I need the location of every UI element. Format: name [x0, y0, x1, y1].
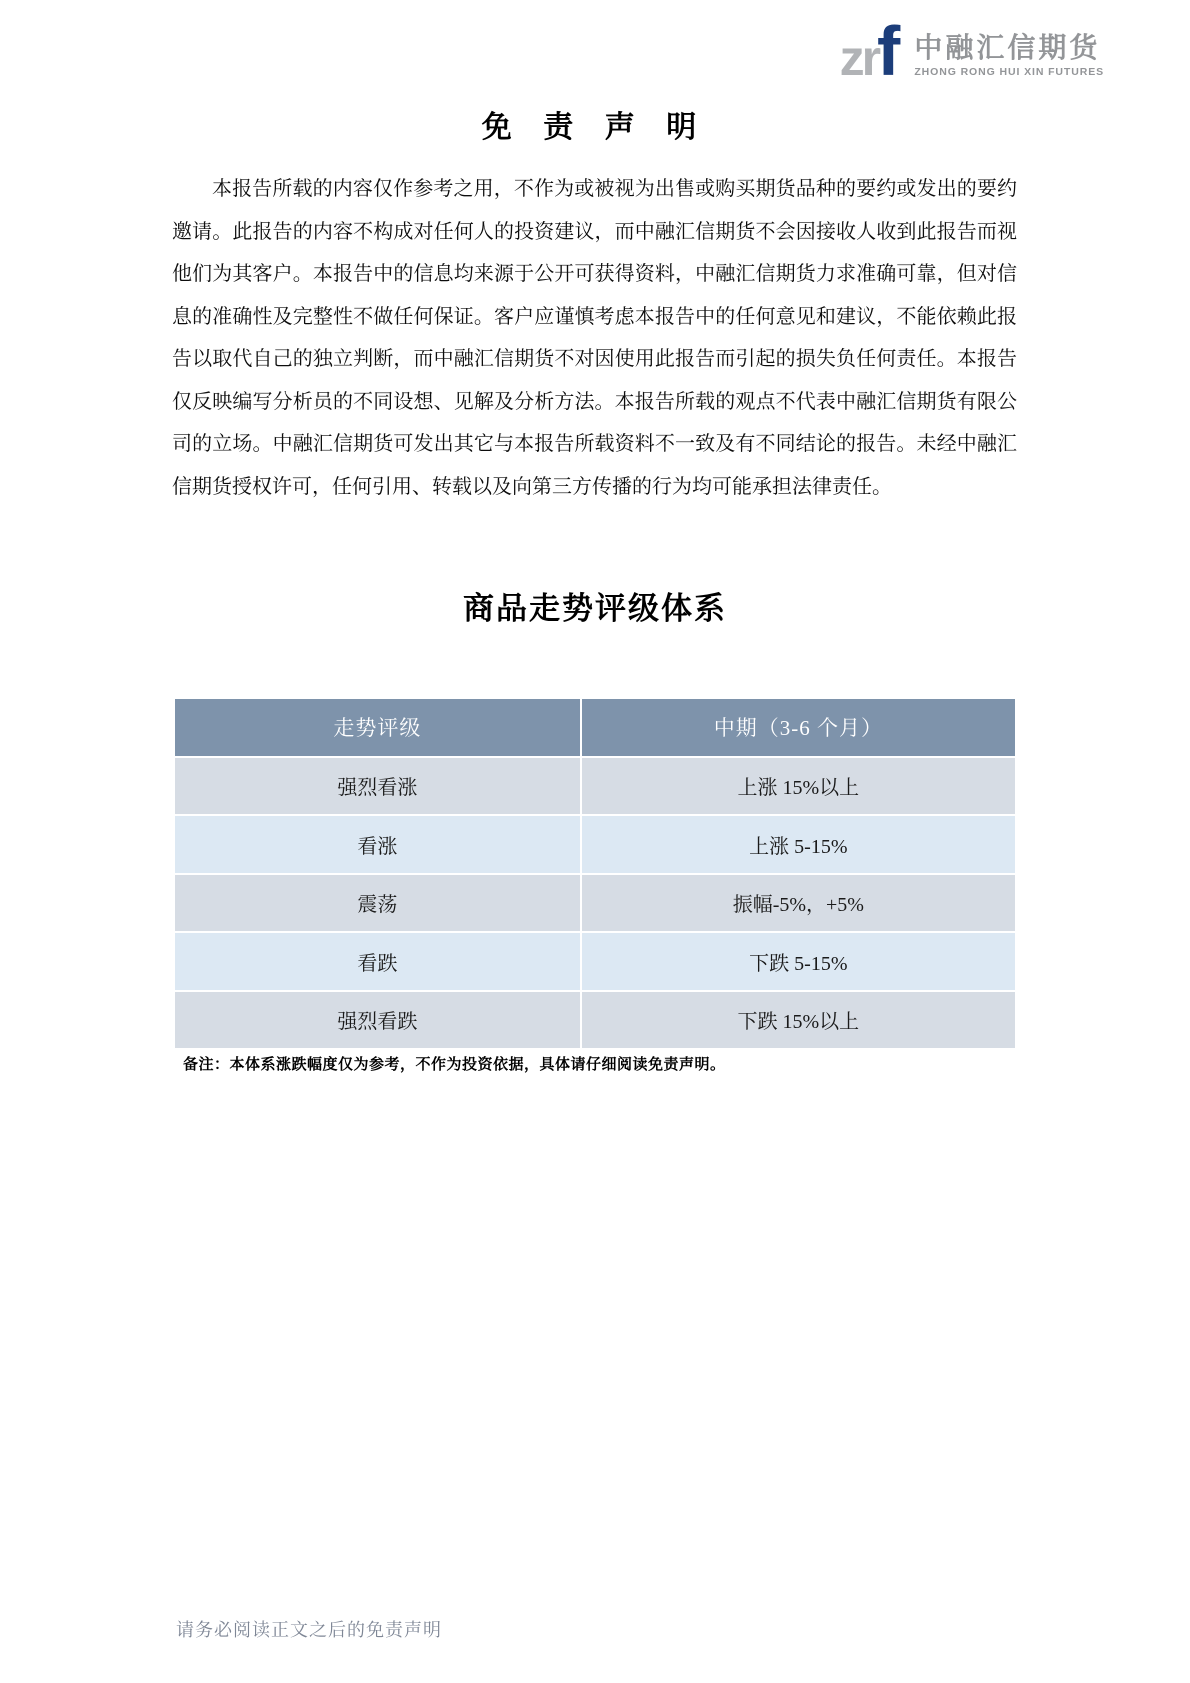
table-row: [174, 757, 1016, 816]
logo-mark-icon: [839, 12, 901, 90]
logo-mark-zr: zr: [839, 30, 879, 86]
cell-range: 振幅-5%，+5%: [581, 874, 1016, 933]
logo-mark-f: f: [877, 12, 901, 90]
company-logo: [839, 12, 1104, 90]
cell-range: 上涨 15%以上: [581, 757, 1016, 816]
cell-range: 上涨 5-15%: [581, 815, 1016, 874]
header-cell-midterm: 中期（3-6 个月）: [581, 698, 1016, 757]
table-row: [174, 874, 1016, 933]
cell-rating: 强烈看涨: [174, 757, 581, 816]
table-row: [174, 991, 1016, 1050]
page-footer: 请务必阅读正文之后的免责声明: [176, 1620, 442, 1640]
cell-rating: 震荡: [174, 874, 581, 933]
cell-rating: 看涨: [174, 815, 581, 874]
page-title: 免 责 声 明: [481, 111, 709, 144]
cell-range: 下跌 15%以上: [581, 991, 1016, 1050]
table-header-row: [174, 698, 1016, 757]
header-cell-rating: 走势评级: [174, 698, 581, 757]
cell-rating: 强烈看跌: [174, 991, 581, 1050]
company-name-chinese: 中融汇信期货: [914, 31, 1101, 63]
company-name-english: ZHONG RONG HUI XIN FUTURES: [914, 66, 1104, 78]
disclaimer-paragraph: 本报告所载的内容仅作参考之用，不作为或被视为出售或购买期货品种的要约或发出的要约邀请。此报告的内容不构成对任何人的投资建议，而中融汇信期货不会因接收人收到此报告而视他们为其客户。本报告中的信息均来源于公开可获得资料，中融汇信期货力求准确可靠，但对信息的准确性及完整性不做任何保证。客户应谨慎考虑本报告中的任何意见和建议，不能依赖此报告以取代自己的独立判断，而中融汇信期货不对因使用此报告而引起的损失负任何责任。本报告仅反映编写分析员的不同设想、见解及分析方法。本报告所载的观点不代表中融汇信期货有限公司的立场。中融汇信期货可发出其它与本报告所载资料不一致及有不同结论的报告。未经中融汇信期货授权许可，任何引用、转载以及向第三方传播的行为均可能承担法律责任。: [172, 178, 1017, 498]
rating-table: [173, 697, 1017, 1050]
logo-names: [914, 33, 1104, 78]
table-note: 备注：本体系涨跌幅度仅为参考，不作为投资依据，具体请仔细阅读免责声明。: [183, 1057, 726, 1073]
table-row: [174, 932, 1016, 991]
cell-range: 下跌 5-15%: [581, 932, 1016, 991]
section-title: 商品走势评级体系: [463, 591, 727, 626]
cell-rating: 看跌: [174, 932, 581, 991]
table-row: [174, 815, 1016, 874]
